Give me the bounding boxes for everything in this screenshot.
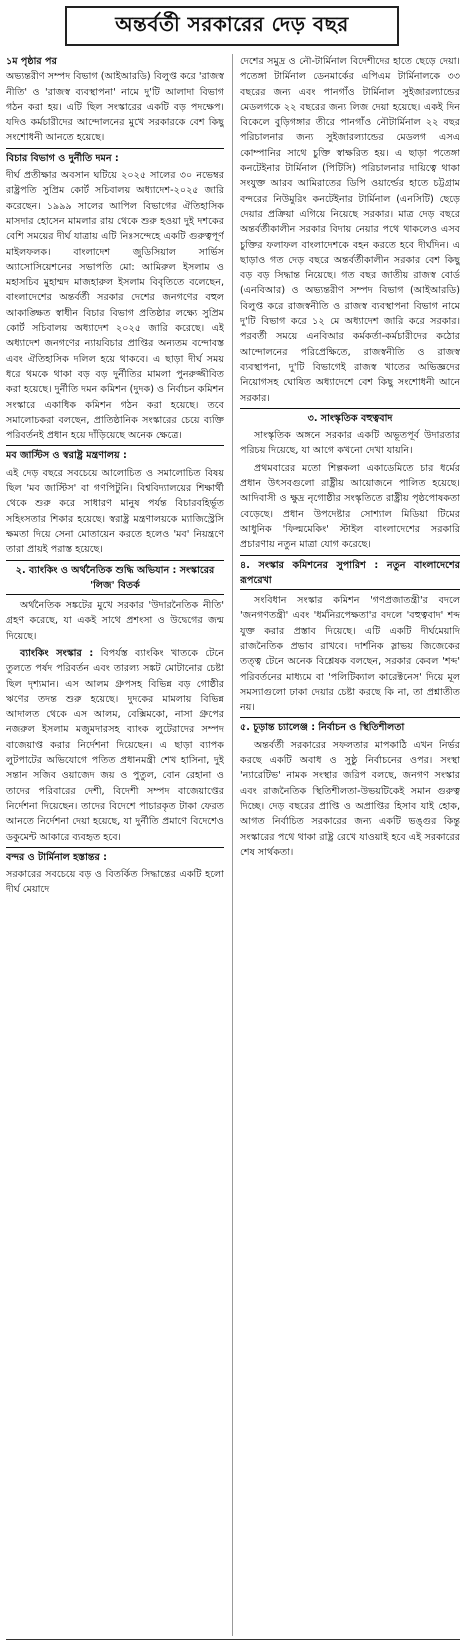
left-paragraph-3: এই দেড় বছরে সবচেয়ে আলোচিত ও সমালোচিত বিষয় ছিল 'মব জাস্টিস' বা গণপিটুনি। বিশ্ববিদ্যালয়ের শিক্ষার্থী থেকে শুরু করে সাধারণ মানুষ পর্যন্ত বিচারবহির্ভূত সহিংসতার শিকার হয়েছে। স্বরাষ্ট্র মন্ত্রণালয়কে ম্যাজিস্ট্রেসি ক্ষমতা দিয়ে সেনা মোতায়েন করতে হলেও 'মব' নিয়ন্ত্রণে তারা প্রায়ই পরাস্ত হয়েছে। [6, 467, 224, 556]
subhead-judiciary: বিচার বিভাগ ও দুর্নীতি দমন : [6, 148, 224, 166]
headline: অন্তর্বর্তী সরকারের দেড় বছর [65, 6, 399, 46]
footer-rule [6, 1639, 460, 1640]
right-paragraph-1: দেশের সমুদ্র ও নৌ-টার্মিনাল বিদেশীদের হাতে ছেড়ে দেয়া। পতেঙ্গা টার্মিনাল ডেনমার্কের এপিএম টার্মিনালকে ৩৩ বছরের জন্য এবং পানগাঁও টার্মিনাল সুইজারল্যান্ডের মেডলগকে ২২ বছরের জন্য লিজ দেয়া হয়েছে। একই দিন বিকেলে বুড়িগঙ্গার তীরে পানগাঁও নৌটার্মিনাল ২২ বছর পরিচালনার জন্য সুইজারল্যান্ডের মেডলগ এসএ কোম্পানির সাথে চুক্তি স্বাক্ষরিত হয়। এ ছাড়া পতেঙ্গা কনটেইনার টার্মিনাল (পিটিসি) পরিচালনার দায়িত্বে থাকা সংযুক্ত আরব আমিরাতের ডিপি ওয়ার্ল্ডের হাতে চট্টগ্রাম বন্দরের নিউমুরিং কনটেইনার টার্মিনাল (এনসিটি) ছেড়ে দেয়ার প্রক্রিয়া এগিয়ে নিয়েছে সরকার। মাত্র দেড় বছরে অন্তর্বর্তীকালীন সরকার বিদায় নেয়ার পথে থাকলেও এসব চুক্তির ফলাফল বাংলাদেশকে বহন করতে হবে দীর্ঘদিন। এ ছাড়াও গত দেড় বছরে অন্তর্বর্তীকালীন সরকার বেশ কিছু বড় বড় সিদ্ধান্ত নিয়েছে। গত বছর জাতীয় রাজস্ব বোর্ড (এনবিআর) ও অভ্যন্তরীণ সম্পদ বিভাগ (আইআরডি) বিলুপ্ত করে রাজস্বনীতি ও রাজস্ব ব্যবস্থাপনা বিভাগ নামে দু'টি বিভাগ করে ১২ মে অধ্যাদেশ জারি করে সরকার। পরবর্তী সময়ে এনবিআর কর্মকর্তা-কর্মচারীদের কঠোর আন্দোলনের পরিপ্রেক্ষিতে, রাজস্বনীতি ও রাজস্ব ব্যবস্থাপনা, দু'টি বিভাগেই রাজস্ব খাতের অভিজ্ঞদের নিয়োগসহ ঘোষিত অধ্যাদেশে বেশ কিছু সংশোধনী আনে সরকার। [240, 56, 460, 404]
subhead-banking: ২. ব্যাংকিং ও অর্থনৈতিক শুদ্ধি অভিযান : সংস্কারের 'লিজ' বিতর্ক [6, 560, 224, 596]
left-column [6, 54, 224, 1636]
left-paragraph-1: অভ্যন্তরীণ সম্পদ বিভাগ (আইআরডি) বিলুপ্ত করে 'রাজস্ব নীতি' ও 'রাজস্ব ব্যবস্থাপনা' নামে দু'টি আলাদা বিভাগ গঠন করা হয়। এটি ছিল সংস্কারের একটি বড় পদক্ষেপ। যদিও কর্মচারীদের আন্দোলনের মুখে সরকারকে বেশ কিছু সংশোধনী আনতে হয়েছে। [6, 71, 224, 144]
subhead-culture: ৩. সাংস্কৃতিক বহুত্ববাদ [240, 408, 460, 426]
right-paragraph-3: প্রথমবারের মতো শিল্পকলা একাডেমিতে চার ধর্মের প্রধান উৎসবগুলো রাষ্ট্রীয় আয়োজনে পালিত হয়েছে। আদিবাসী ও ক্ষুদ্র নৃগোষ্ঠীর সংস্কৃতিতে রাষ্ট্রীয় পৃষ্ঠপোষকতা বেড়েছে। প্রধান উপদেষ্টার সোশ্যাল মিডিয়া টিমের আধুনিক 'ফিল্মমেকিং' স্টাইল বাংলাদেশের সরকারি প্রচারণায় নতুন মাত্রা যোগ করেছে। [240, 462, 460, 551]
left-paragraph-5-text: বিপর্যস্ত ব্যাংকিং খাতকে টেনে তুলতে পর্ষদ পরিবর্তন এবং তারল্য সঙ্কট মোটানোর চেষ্টা ছিল দৃশ্যমান। এস আলম গ্রুপসহ বিভিন্ন বড় গোষ্ঠীর ঋণের তদন্ত শুরু হয়েছে। দুদকের মামলায় বিভিন্ন আদালত থেকে এস আলম, বেক্সিমকো, নাসা গ্রুপের নজরুল ইসলাম মজুমদারসহ ব্যাংক লুটেরাদের সম্পদ বাজেয়াপ্ত করার নির্দেশনা দিয়েছেন। এ ছাড়া ব্যাপক লুটপাটের অভিযোগে পতিত প্রধানমন্ত্রী শেখ হাসিনা, দুই সন্তান সজিব ওয়াজেদ জয় ও পুতুল, বোন রেহানা ও তাদের পরিবারের দেশী, বিদেশী সম্পদ বাজেয়াপ্তের নির্দেশনা দিয়েছেন। তাদের বিদেশে পাচারকৃত টাকা ফেরত আনতে নির্দেশনা দেয়া হয়েছে, যা দুর্নীতি প্রমাণে বিদেশেও ডকুমেন্ট আকারে ব্যবহৃত হবে। [6, 647, 224, 843]
right-paragraph-5: অন্তর্বর্তী সরকারের সফলতার মাপকাঠি এখন নির্ভর করছে একটি অবাধ ও সুষ্ঠু নির্বাচনের ওপর। সংস্থা 'ন্যারেটিভ' নামক সংস্থার জরিপ বলছে, জনগণ সংস্কার এবং রাজনৈতিক স্থিতিশীলতা-উভয়টিকেই সমান গুরুত্ব দিচ্ছে। দেড় বছরের প্রাপ্তি ও অপ্রাপ্তির হিসাব যাই হোক, আগত নির্বাচিত সরকারের জন্য একটি ভঙ্গুর কিন্তু সংস্কারের পথে থাকা রাষ্ট্র রেখে যাওয়াই হবে এই সরকারের শেষ সার্থকতা। [240, 739, 460, 858]
subhead-commission: ৪. সংস্কার কমিশনের সুপারিশ : নতুন বাংলাদেশের রূপরেখা [240, 555, 460, 591]
right-column [240, 54, 460, 1636]
left-paragraph-6: সরকারের সবচেয়ে বড় ও বিতর্কিত সিদ্ধান্তের একটি হলো দীর্ঘ মেয়াদে [6, 869, 224, 896]
left-paragraph-2: দীর্ঘ প্রতীক্ষার অবসান ঘটিয়ে ২০২৫ সালের ৩০ নভেম্বর রাষ্ট্রপতি সুপ্রিম কোর্ট সচিবালয় অধ্যাদেশ-২০২৫ জারি করেছেন। ১৯৯৯ সালের আপিল বিভাগের ঐতিহাসিক মাসদার হোসেন মামলার রায় থেকে শুরু হওয়া দুই দশকের বেশি সময়ের দীর্ঘ যাত্রায় এটি নিঃসন্দেহে একটি গুরুত্বপূর্ণ মাইলফলক। বাংলাদেশ জুডিসিয়াল সার্ভিস অ্যাসোসিয়েশনের সভাপতি মো: আমিরুল ইসলাম ও মহাসচিব মুহাম্মদ মাজহারুল ইসলাম বিবৃতিতে বলেছেন, বাংলাদেশের অন্তর্বর্তী সরকার দেশের জনগণের বহুল আকাঙ্ক্ষিত স্বাধীন বিচার বিভাগ প্রতিষ্ঠার লক্ষ্যে সুপ্রিম কোর্ট সচিবালয় অধ্যাদেশ ২০২৫ জারি করেছে। এই অধ্যাদেশ জনগণের ন্যায়বিচার প্রাপ্তির অন্যতম বন্দোবস্ত এবং ঐতিহাসিক দলিল হয়ে থাকবে। এ ছাড়া দীর্ঘ সময় ধরে থমকে থাকা বড় বড় দুর্নীতির মামলা পুনরুজ্জীবিত করা হয়েছে। দুর্নীতি দমন কমিশন (দুদক) ও নির্বাচন কমিশন সংস্কারে একাধিক কমিশন গঠন করা হয়েছে। তবে সমালোচকরা বলছেন, প্রাতিষ্ঠানিক সংস্কারের চেয়ে ব্যক্তি পরিবর্তনই প্রধান হয়ে দাঁড়িয়েছে অনেক ক্ষেত্রে। [6, 170, 224, 442]
subhead-challenge: ৫. চূড়ান্ত চ্যালেঞ্জ : নির্বাচন ও স্থিতিশীলতা [240, 717, 460, 735]
right-paragraph-4: সংবিধান সংস্কার কমিশন 'গণপ্রজাতন্ত্রী'র বদলে 'জনগণতন্ত্রী' এবং 'ধর্মনিরপেক্ষতা'র বদলে 'বহুত্ববাদ' শব্দ যুক্ত করার প্রস্তাব দিয়েছে। এটি একটি দীর্ঘমেয়াদি রাজনৈতিক প্রভাব রাখবে। দার্শনিক স্লাভয় জিজেকের তত্ত্ব টেনে অনেক বিশ্লেষক বলছেন, সরকার কেবল 'শব্দ' পরিবর্তনের মাধ্যমে বা 'পলিটিক্যাল কারেক্টনেস' দিয়ে মূল সমস্যাগুলো ঢাকা দেয়ার চেষ্টা করছে কি না, তা প্রশ্নাতীত নয়। [240, 595, 460, 714]
left-paragraph-4: অর্থনৈতিক সঙ্কটের মুখে সরকার 'উদারনৈতিক নীতি' গ্রহণ করেছে, যা একই সাথে প্রশংসা ও উদ্বেগের জন্ম দিয়েছে। [6, 600, 224, 642]
subhead-port: বন্দর ও টার্মিনাল হস্তান্তর : [6, 847, 224, 865]
left-paragraph-5 [6, 646, 224, 845]
subhead-bank-reform: ব্যাংকিং সংস্কার : [20, 647, 94, 659]
continued-label: ১ম পৃষ্ঠার পর [6, 56, 57, 67]
column-divider [232, 54, 233, 1636]
subhead-mob-justice: মব জাস্টিস ও স্বরাষ্ট্র মন্ত্রণালয় : [6, 445, 224, 463]
right-paragraph-2: সাংস্কৃতিক অঙ্গনে সরকার একটি অভূতপূর্ব উদারতার পরিচয় দিয়েছে, যা আগে কখনো দেখা যায়নি। [240, 430, 460, 457]
